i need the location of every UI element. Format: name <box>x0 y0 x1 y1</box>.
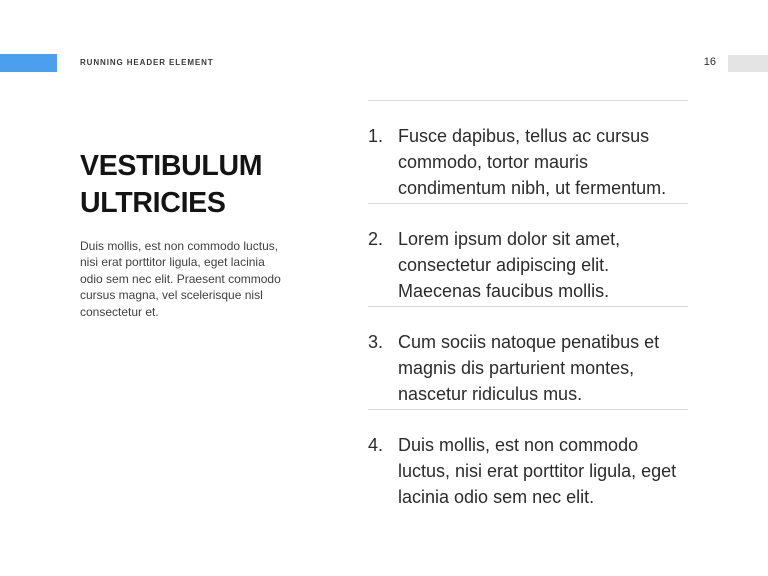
page-number: 16 <box>703 56 716 68</box>
list-item-text: Fusce dapibus, tellus ac cursus commodo, tortor mauris condimentum nibh, ut fermentum. <box>398 126 667 198</box>
list-item <box>368 409 688 512</box>
list-item <box>368 203 688 306</box>
header-accent-bar <box>0 54 57 72</box>
slide-body-text: Duis mollis, est non commodo luctus, nisi erat porttitor ligula, eget lacinia odio sem nec elit. Praesent commodo cursus magna, vel scelerisque nisl consectetur et. <box>80 239 281 319</box>
list-item-text: Duis mollis, est non commodo luctus, nisi erat porttitor ligula, eget lacinia odio sem nec elit. <box>398 435 677 507</box>
list-item-text: Lorem ipsum dolor sit amet, consectetur adipiscing elit. Maecenas faucibus mollis. <box>398 229 621 301</box>
list-item <box>368 306 688 409</box>
list-item-number: 3. <box>368 332 384 352</box>
list-item-number: 1. <box>368 126 384 146</box>
list-item-text: Cum sociis natoque penatibus et magnis dis parturient montes, nascetur ridiculus mus. <box>398 332 660 404</box>
page-marker-bar <box>728 55 768 72</box>
running-header-label: RUNNING HEADER ELEMENT <box>80 58 214 67</box>
intro-section <box>80 148 315 320</box>
list-item-number: 2. <box>368 229 384 249</box>
list-item-number: 4. <box>368 435 384 455</box>
slide-title: VESTIBULUM ULTRICIES <box>80 150 263 219</box>
list-item <box>368 100 688 203</box>
numbered-list <box>368 100 688 512</box>
